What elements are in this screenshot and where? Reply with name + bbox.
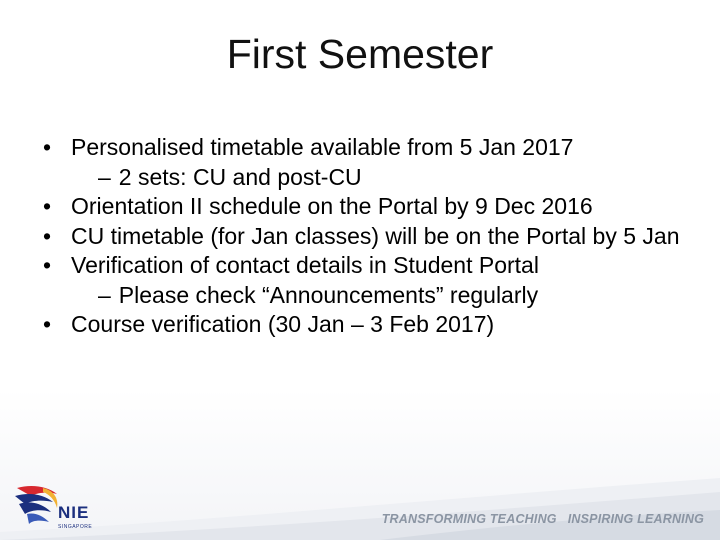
bullet-text: Course verification (30 Jan – 3 Feb 2017) bbox=[71, 311, 495, 337]
bullet-marker: • bbox=[42, 193, 52, 219]
sub-bullet-marker: – bbox=[98, 281, 111, 308]
bullet-marker: • bbox=[42, 134, 52, 160]
footer-tagline: TRANSFORMING TEACHING INSPIRING LEARNING bbox=[381, 512, 704, 526]
sub-bullet-marker: – bbox=[98, 163, 111, 190]
sub-bullet-text: 2 sets: CU and post-CU bbox=[118, 163, 362, 190]
logo-subtext: SINGAPORE bbox=[58, 524, 93, 530]
bullet-item bbox=[40, 222, 690, 252]
logo-text: NIE bbox=[58, 503, 90, 522]
bullet-item bbox=[40, 133, 690, 163]
bullet-text: CU timetable (for Jan classes) will be on the Portal by 5 Jan bbox=[71, 222, 680, 249]
bullet-text: Verification of contact details in Student Portal bbox=[71, 252, 539, 278]
bullet-text: Orientation II schedule on the Portal by 9 Dec 2016 bbox=[71, 193, 593, 219]
sub-bullet-item bbox=[40, 281, 690, 311]
sub-bullet-item bbox=[40, 163, 690, 193]
bullet-item bbox=[40, 192, 690, 222]
bullet-text: Personalised timetable available from 5 Jan 2017 bbox=[71, 134, 574, 160]
bullet-marker: • bbox=[42, 222, 52, 249]
bullet-item bbox=[40, 310, 690, 340]
bullet-list bbox=[40, 133, 690, 340]
bullet-marker: • bbox=[42, 311, 52, 337]
slide-title: First Semester bbox=[226, 31, 494, 77]
bullet-marker: • bbox=[42, 252, 52, 278]
sub-bullet-text: Please check “Announcements” regularly bbox=[118, 281, 539, 308]
bullet-item bbox=[40, 251, 690, 281]
